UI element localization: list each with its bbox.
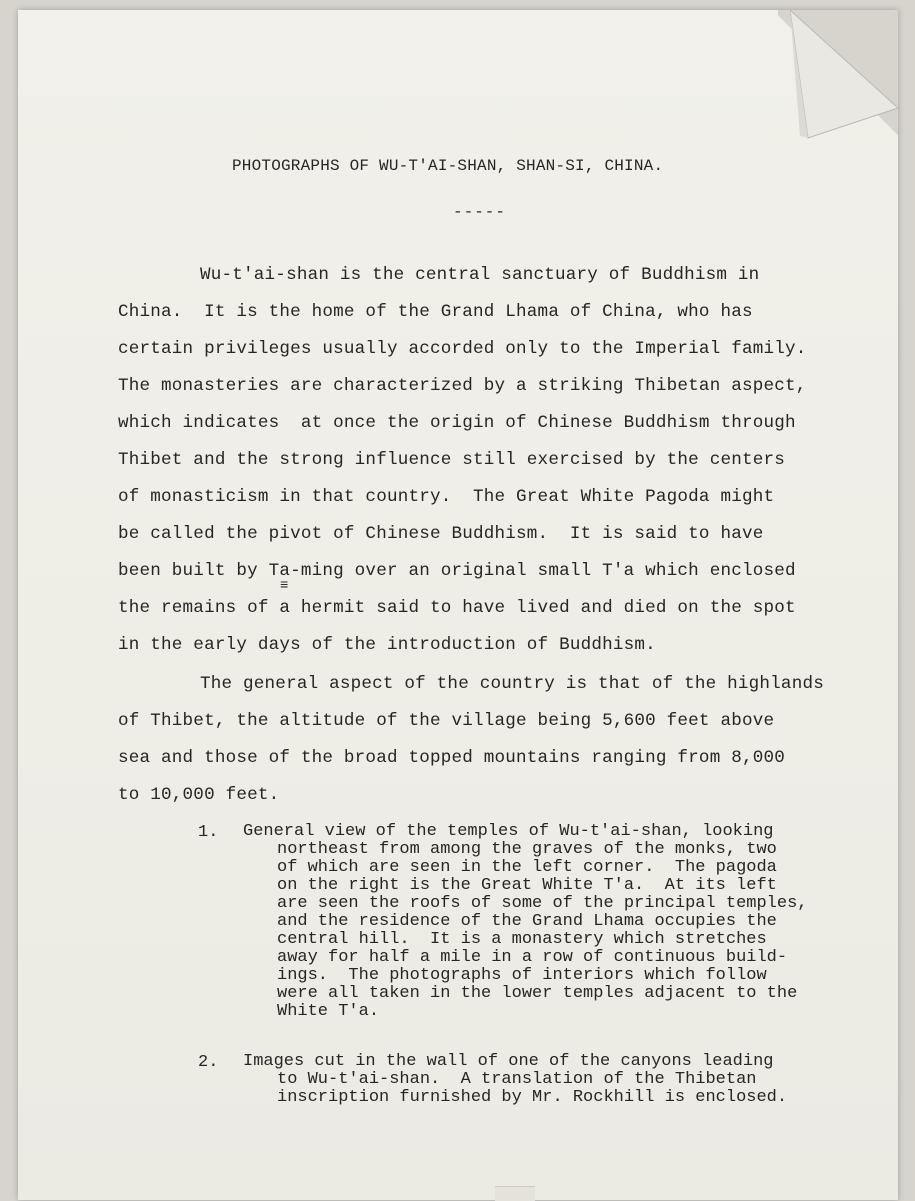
item-line: White T'a. — [277, 1002, 380, 1021]
paragraph-line: in the early days of the introduction of Buddhism. — [118, 635, 656, 655]
paper-edge-scrap — [495, 1186, 535, 1201]
paragraph-line: sea and those of the broad topped mountains ranging from 8,000 — [118, 748, 785, 768]
item-line: inscription furnished by Mr. Rockhill is enclosed. — [277, 1088, 788, 1107]
item-line: away for half a mile in a row of continuous build- — [277, 948, 788, 967]
handwritten-correction-mark: ≡ — [280, 578, 289, 594]
item-line: northeast from among the graves of the monks, two — [277, 840, 777, 859]
paragraph-line: be called the pivot of Chinese Buddhism. It is said to have — [118, 524, 764, 544]
item-line: on the right is the Great White T'a. At its left — [277, 876, 777, 895]
paragraph-line: the remains of a hermit said to have lived and died on the spot — [118, 598, 796, 618]
item-number: 1. — [198, 823, 219, 842]
item-line: to Wu-t'ai-shan. A translation of the Thibetan — [277, 1070, 757, 1089]
paragraph-line: to 10,000 feet. — [118, 785, 280, 805]
title-separator: ----- — [453, 203, 507, 221]
item-line: and the residence of the Grand Lhama occupies the — [277, 912, 777, 931]
paragraph-line: China. It is the home of the Grand Lhama of China, who has — [118, 302, 753, 322]
paragraph-line: The general aspect of the country is that of the highlands — [200, 674, 824, 694]
paragraph-line: The monasteries are characterized by a striking Thibetan aspect, — [118, 376, 807, 396]
item-line: central hill. It is a monastery which stretches — [277, 930, 767, 949]
item-number: 2. — [198, 1053, 219, 1072]
paragraph-line: of Thibet, the altitude of the village being 5,600 feet above — [118, 711, 775, 731]
paragraph-line: Wu-t'ai-shan is the central sanctuary of Buddhism in — [200, 265, 760, 285]
paragraph-line: Thibet and the strong influence still exercised by the centers — [118, 450, 785, 470]
paragraph-line: of monasticism in that country. The Great White Pagoda might — [118, 487, 775, 507]
paragraph-line: been built by Ta-ming over an original small T'a which enclosed — [118, 561, 796, 581]
item-line: ings. The photographs of interiors which follow — [277, 966, 767, 985]
item-line: Images cut in the wall of one of the canyons leading — [243, 1052, 774, 1071]
paragraph-line: certain privileges usually accorded only to the Imperial family. — [118, 339, 807, 359]
item-line: are seen the roofs of some of the principal temples, — [277, 894, 808, 913]
item-line: were all taken in the lower temples adjacent to the — [277, 984, 798, 1003]
item-line: General view of the temples of Wu-t'ai-shan, looking — [243, 822, 774, 841]
document-title: PHOTOGRAPHS OF WU-T'AI-SHAN, SHAN-SI, CHINA. — [232, 157, 664, 175]
folded-corner-flap — [790, 10, 898, 140]
item-line: of which are seen in the left corner. The pagoda — [277, 858, 777, 877]
paragraph-line: which indicates at once the origin of Chinese Buddhism through — [118, 413, 796, 433]
